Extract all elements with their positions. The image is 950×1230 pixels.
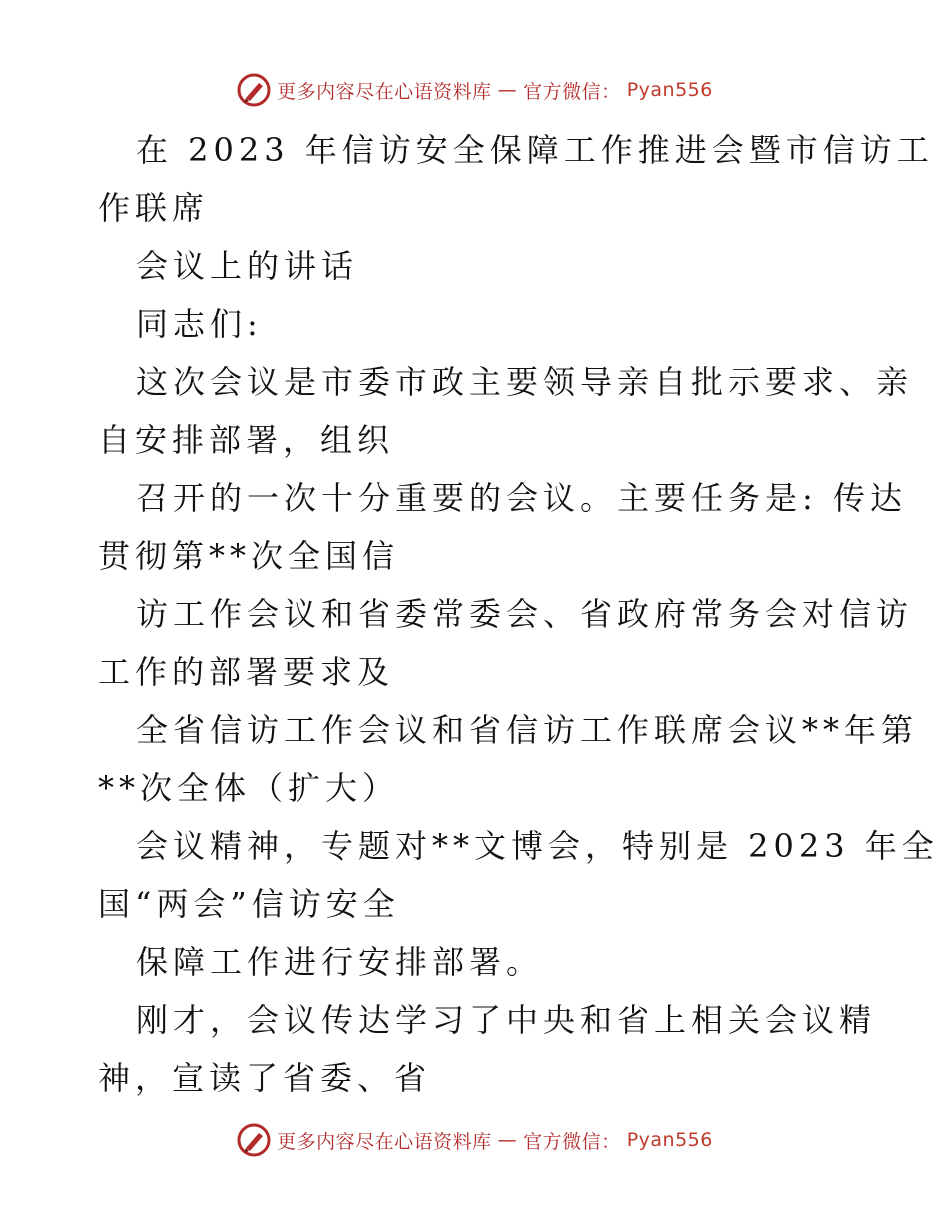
paragraph-line: 召开的一次十分重要的会议。主要任务是: 传达 bbox=[136, 479, 907, 517]
pen-logo-icon bbox=[237, 1123, 271, 1157]
paragraph-line: 这次会议是市委市政主要领导亲自批示要求、亲 bbox=[136, 363, 914, 401]
paragraph-line: 刚才，会议传达学习了中央和省上相关会议精 bbox=[136, 1001, 877, 1039]
salutation: 同志们: bbox=[136, 305, 263, 343]
header-wechat-label: 官方微信： bbox=[523, 80, 621, 103]
header-banner-inner bbox=[237, 73, 713, 107]
paragraph-line: 访工作会议和省委常委会、省政府常务会对信访 bbox=[136, 595, 914, 633]
title-line-3: 会议上的讲话 bbox=[136, 247, 359, 285]
header-banner-text: 更多内容尽在心语资料库 bbox=[277, 80, 492, 103]
footer-banner-inner bbox=[237, 1123, 713, 1157]
title-line-2: 作联席 bbox=[98, 189, 210, 227]
paragraph-line: 全省信访工作会议和省信访工作联席会议**年第 bbox=[136, 711, 919, 749]
paragraph-line: 会议精神，专题对**文博会，特别是 2023 年全 bbox=[136, 827, 939, 865]
footer-banner bbox=[0, 1118, 950, 1162]
paragraph-line: 国“两会”信访安全 bbox=[98, 885, 400, 923]
footer-banner-separator: — bbox=[497, 1129, 518, 1151]
header-wechat-id: Pyan556 bbox=[626, 79, 713, 101]
footer-banner-text: 更多内容尽在心语资料库 bbox=[277, 1130, 492, 1153]
pen-logo-icon bbox=[237, 73, 271, 107]
paragraph-line: 贯彻第**次全国信 bbox=[98, 537, 400, 575]
paragraph-line: 工作的部署要求及 bbox=[98, 653, 395, 691]
paragraph-line: 保障工作进行安排部署。 bbox=[136, 943, 544, 981]
header-banner-separator: — bbox=[497, 79, 518, 101]
paragraph-line: 自安排部署，组织 bbox=[98, 421, 395, 459]
title-line-1: 在 2023 年信访安全保障工作推进会暨市信访工 bbox=[136, 131, 934, 169]
paragraph-line: **次全体（扩大） bbox=[98, 769, 400, 807]
footer-wechat-id: Pyan556 bbox=[626, 1129, 713, 1151]
header-banner bbox=[0, 68, 950, 112]
paragraph-line: 神，宣读了省委、省 bbox=[98, 1059, 432, 1097]
footer-wechat-label: 官方微信： bbox=[523, 1130, 621, 1153]
